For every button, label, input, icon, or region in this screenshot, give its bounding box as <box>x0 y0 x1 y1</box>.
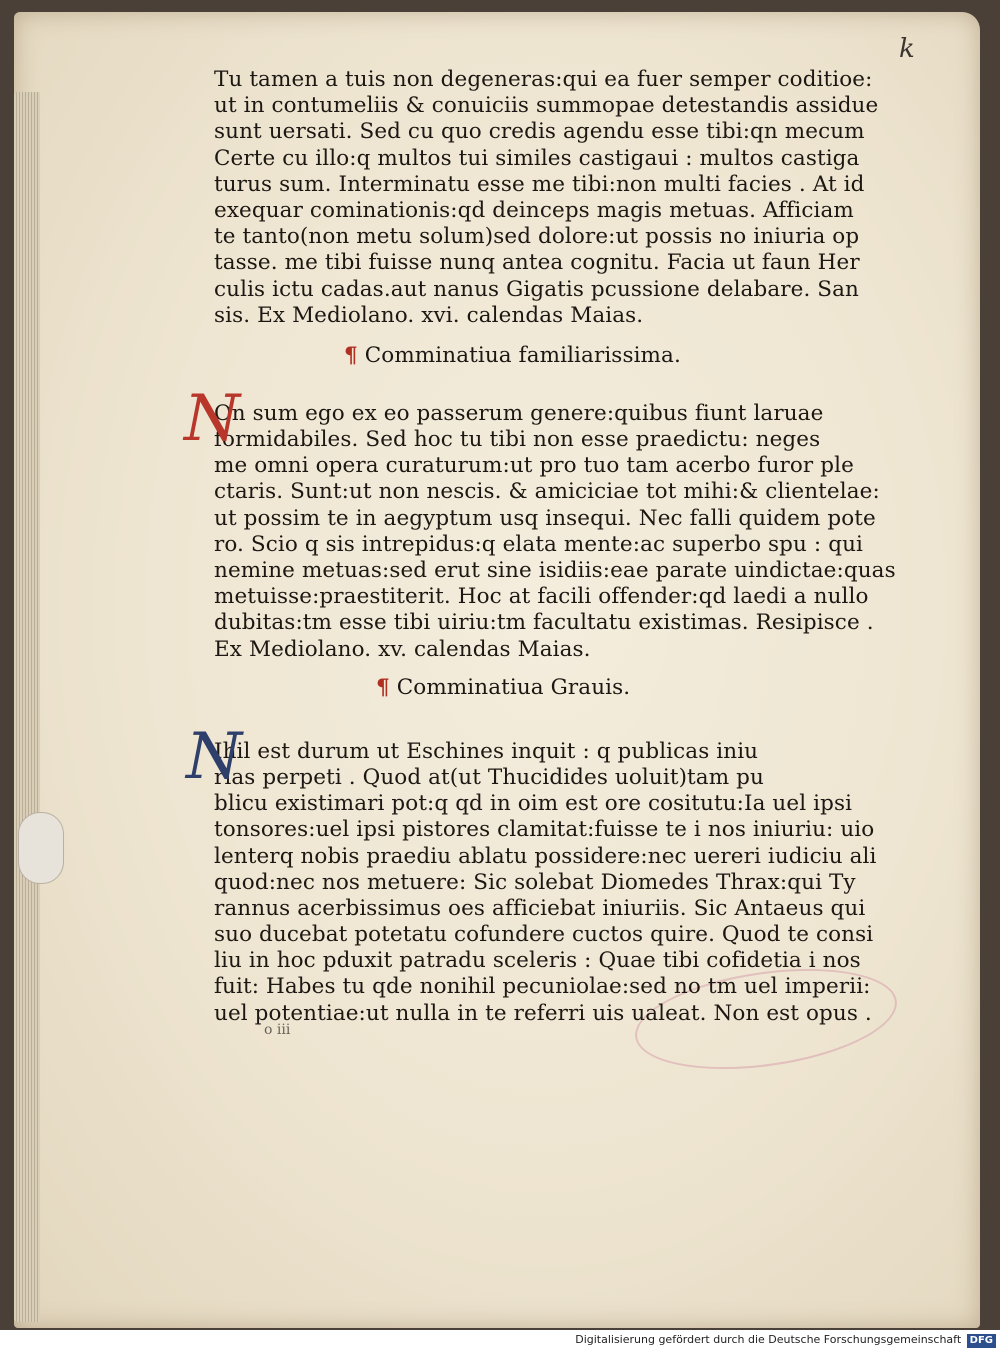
initial-letter: N <box>186 719 243 794</box>
heading-text: Comminatiua familiarissima. <box>364 342 681 368</box>
text-line: Certe cu illo:q multos tui similes castigaui : multos castiga <box>214 145 860 171</box>
text-line: nemine metuas:sed erut sine isidiis:eae parate uindictae:quas <box>214 558 896 583</box>
text-line: uel potentiae:ut nulla in te referri uis ualeat. Non est opus . <box>214 1000 872 1026</box>
heading-familiarissima <box>214 343 856 369</box>
text-line: culis ictu cadas.aut nanus Gigatis pcussione delabare. San <box>214 276 860 302</box>
text-line: ut in contumeliis & conuiciis summopae detestandis assidue <box>214 93 879 119</box>
text-line: tasse. me tibi fuisse nunq antea cognitu. Facia ut faun Her <box>214 250 860 276</box>
text-line: me omni opera curaturum:ut pro tuo tam acerbo furor ple <box>214 453 854 479</box>
text-line: exequar cominationis:qd deinceps magis metuas. Afficiam <box>214 197 854 223</box>
text-line: Ihil est durum ut Eschines inquit : q publicas iniu <box>214 738 759 764</box>
initial-letter: N <box>184 381 241 456</box>
dfg-logo: DFG <box>967 1334 996 1348</box>
pilcrow-icon: ¶ <box>376 674 390 700</box>
text-line: te tanto(non metu solum)sed dolore:ut possis no iniuria op <box>214 224 860 250</box>
text-block <box>184 67 896 1027</box>
page-edges <box>14 92 40 1322</box>
text-line: quod:nec nos metuere: Sic solebat Diomedes Thrax:qui Ty <box>214 869 856 895</box>
text-line: blicu existimari pot:q qd in oim est ore cositutu:Ia uel ipsi <box>214 791 853 817</box>
text-line: Tu tamen a tuis non degeneras:qui ea fuer semper coditioe: <box>214 67 873 92</box>
text-line: rias perpeti . Quod at(ut Thucidides uoluit)tam pu <box>214 764 764 790</box>
text-line: turus sum. Interminatu esse me tibi:non multi facies . At id <box>214 171 865 197</box>
text-line: rannus acerbissimus oes afficiebat iniuriis. Sic Antaeus qui <box>214 895 866 921</box>
heading-text: Comminatiua Grauis. <box>396 674 631 700</box>
footer-credit <box>0 1330 1000 1349</box>
text-line: ctaris. Sunt:ut non nescis. & amiciciae tot mihi:& clientelae: <box>214 479 880 505</box>
pilcrow-icon: ¶ <box>344 342 358 368</box>
text-line: formidabiles. Sed hoc tu tibi non esse praedictu: neges <box>214 427 821 453</box>
letter-2 <box>184 381 896 663</box>
signature-mark: o iii <box>264 1022 291 1038</box>
text-line: ut possim te in aegyptum usq insequi. Nec falli quidem pote <box>214 505 876 531</box>
manuscript-page <box>14 12 980 1328</box>
page-number-mark: k <box>899 34 915 64</box>
footer-text: Digitalisierung gefördert durch die Deutsche Forschungsgemeinschaft <box>575 1333 962 1346</box>
letter-1 <box>214 67 879 329</box>
text-line: lenterq nobis praediu ablatu possidere:nec uereri iudiciu ali <box>214 843 877 869</box>
text-line: fuit: Habes tu qde nonihil pecuniolae:sed no tm uel imperii: <box>214 974 871 1000</box>
text-line: dubitas:tm esse tibi uiriu:tm facultatu existimas. Resipisce . <box>214 610 874 636</box>
text-line: sunt uersati. Sed cu quo credis agendu esse tibi:qn mecum <box>214 119 865 145</box>
text-line: liu in hoc pduxit patradu sceleris : Quae tibi cofidetia i nos <box>214 948 861 974</box>
text-line: Ex Mediolano. xv. calendas Maias. <box>214 636 591 662</box>
text-line: suo ducebat potetatu cofundere cuctos quire. Quod te consi <box>214 922 874 948</box>
page-tab-marker <box>18 812 64 884</box>
letter-3 <box>186 719 877 1027</box>
text-line: sis. Ex Mediolano. xvi. calendas Maias. <box>214 302 644 328</box>
text-line: On sum ego ex eo passerum genere:quibus fiunt laruae <box>214 400 824 426</box>
text-line: metuisse:praestiterit. Hoc at facili offender:qd laedi a nullo <box>214 584 869 610</box>
text-line: tonsores:uel ipsi pistores clamitat:fuisse te i nos iniuriu: uio <box>214 817 875 843</box>
heading-grauis <box>214 675 856 701</box>
text-line: ro. Scio q sis intrepidus:q elata mente:ac superbo spu : qui <box>214 531 863 557</box>
